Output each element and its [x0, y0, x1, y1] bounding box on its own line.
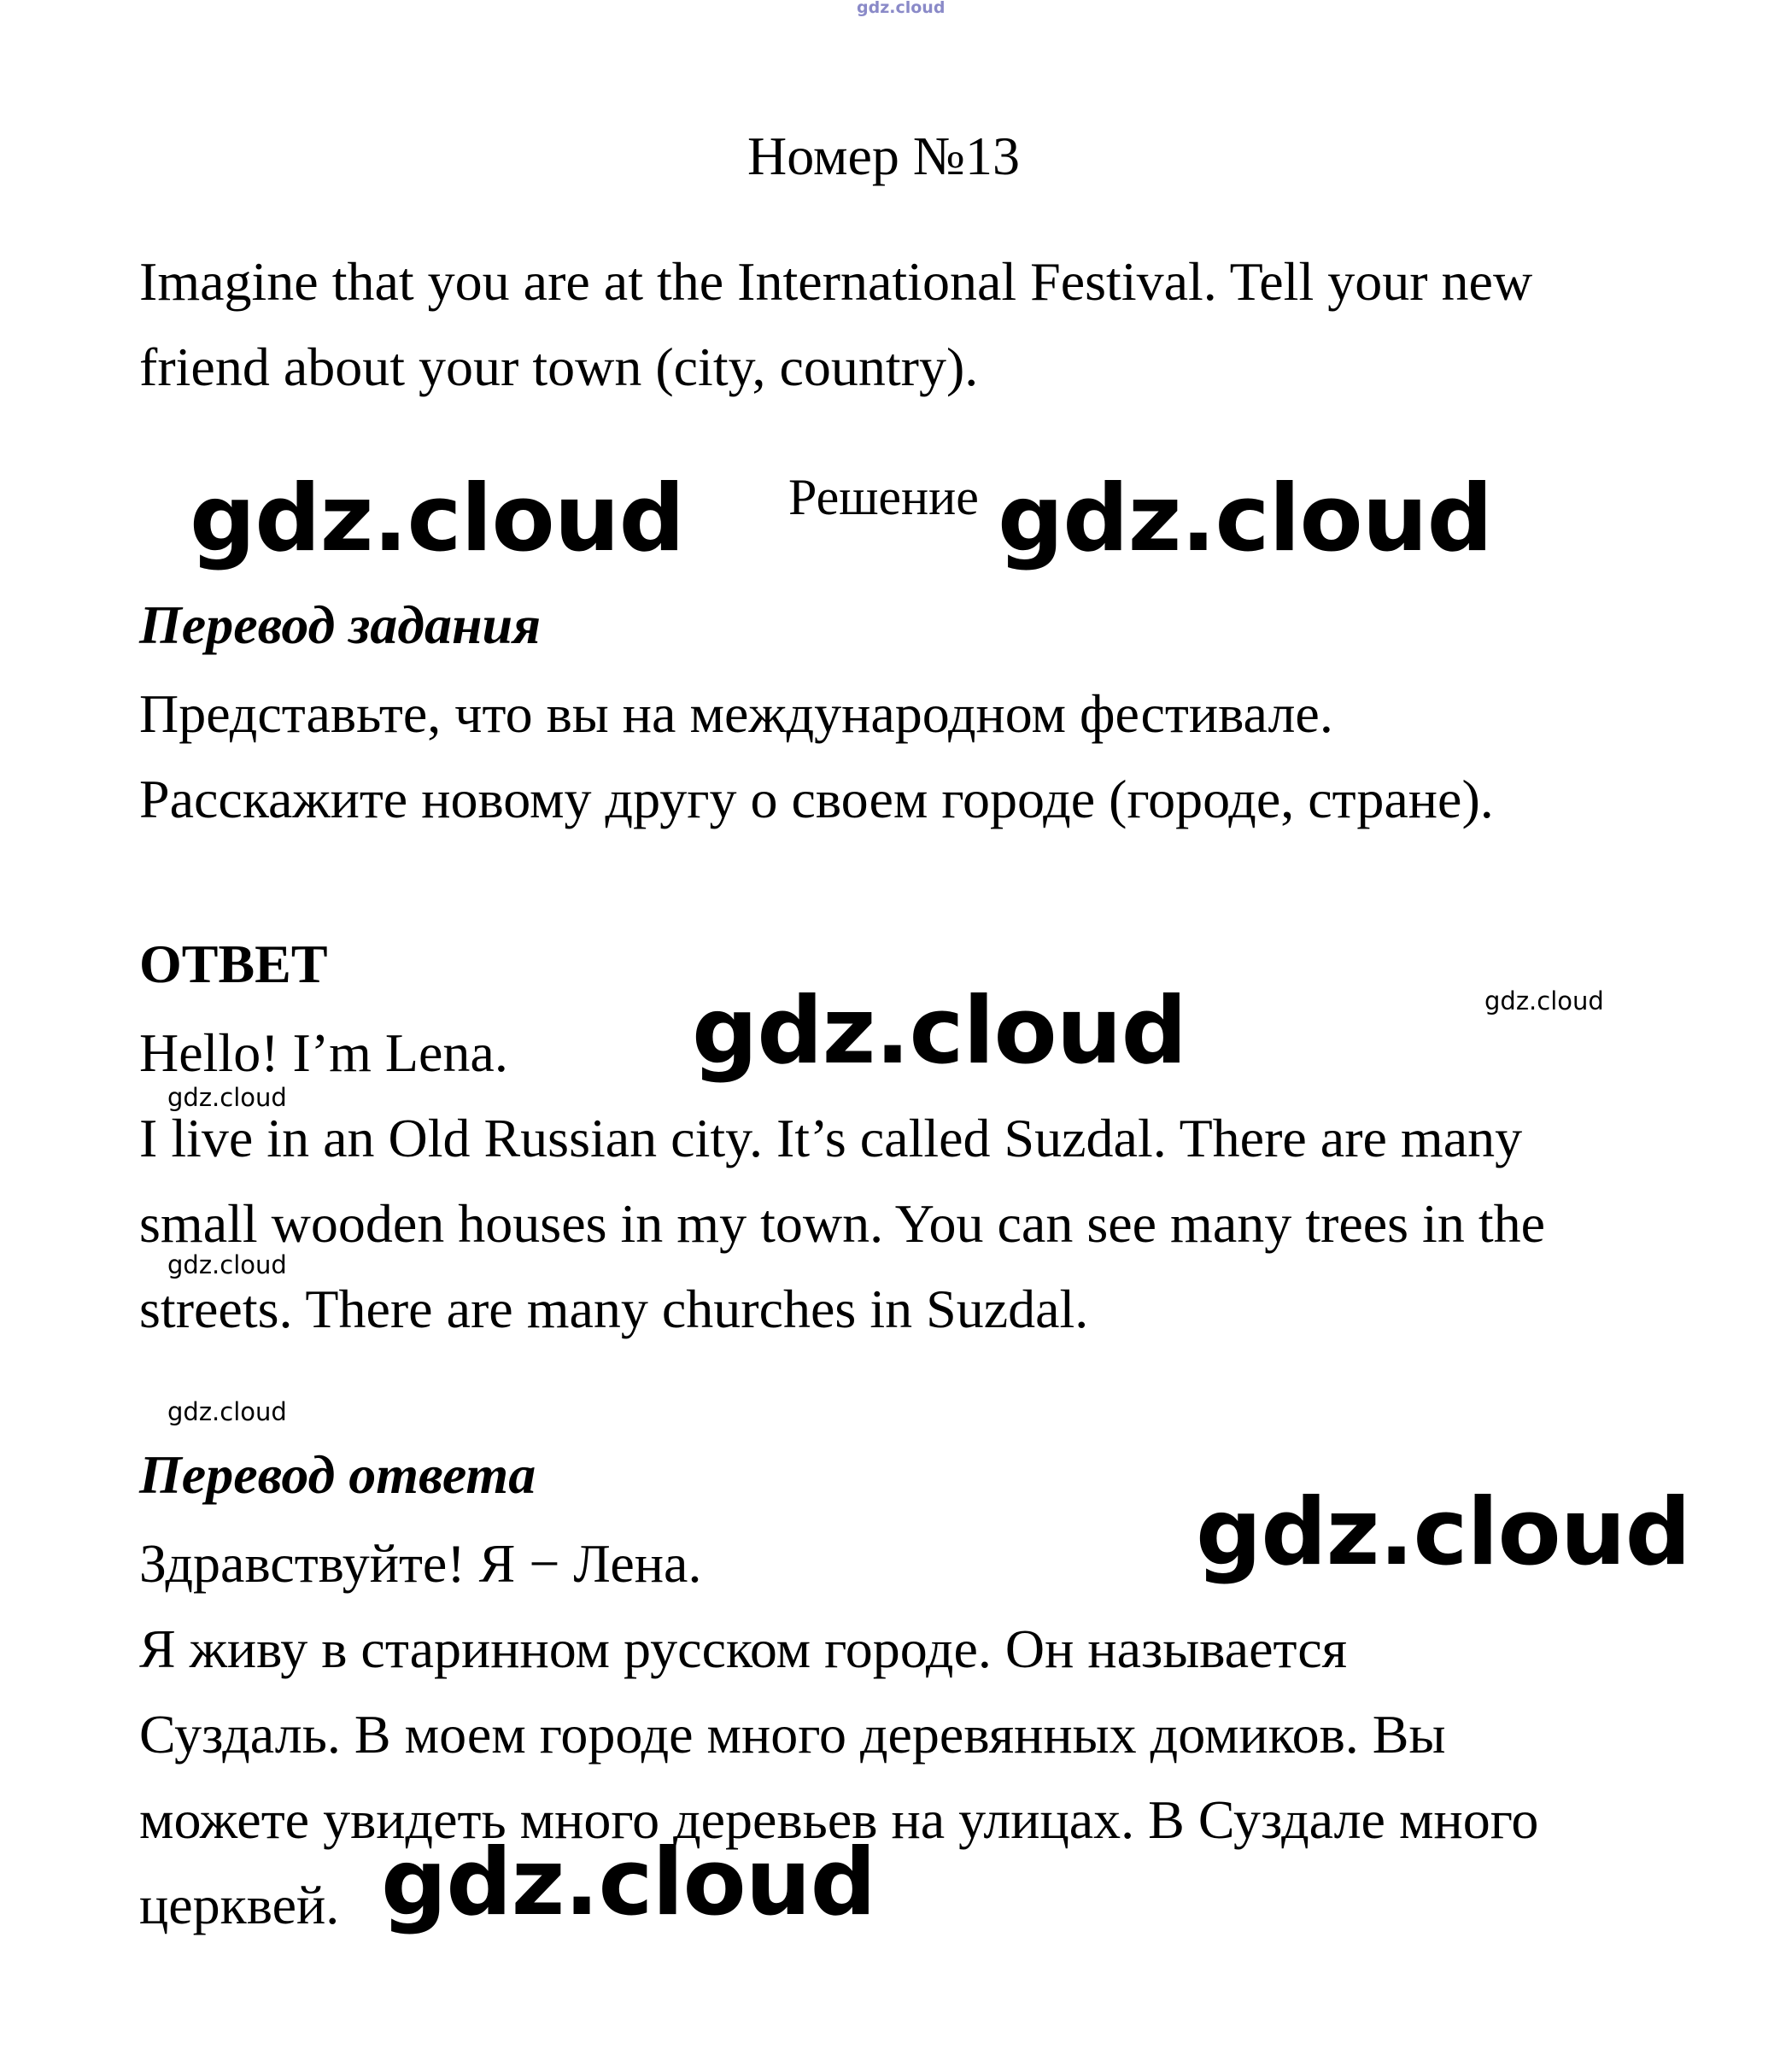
watermark-logo: gdz.cloud [190, 465, 684, 572]
answer-heading: ОТВЕТ [139, 934, 328, 994]
watermark-logo: gdz.cloud [381, 1829, 875, 1936]
watermark-logo: gdz.cloud [1196, 1479, 1690, 1586]
top-watermark: gdz.cloud [857, 0, 946, 17]
watermark-logo: gdz.cloud [998, 465, 1492, 572]
answer-line-1: Hello! I’m Lena. [139, 1022, 508, 1083]
page-title: Номер №13 [747, 126, 1020, 186]
watermark-small: gdz.cloud [1484, 986, 1604, 1016]
answer-line-2: I live in an Old Russian city. It’s called Suzdal. There are many [139, 1108, 1523, 1168]
solution-label: Решение [788, 469, 979, 525]
answer-translation-line-4: можете увидеть много деревьев на улицах. В Суздале много [139, 1789, 1539, 1850]
watermark-small: gdz.cloud [167, 1397, 287, 1426]
answer-line-4: streets. There are many churches in Suzdal. [139, 1279, 1089, 1339]
answer-translation-line-2: Я живу в старинном русском городе. Он называется [139, 1618, 1348, 1679]
answer-line-3: small wooden houses in my town. You can see many trees in the [139, 1193, 1545, 1254]
answer-translation-line-1: Здравствуйте! Я − Лена. [139, 1533, 702, 1594]
task-translation-heading: Перевод задания [139, 594, 542, 655]
task-text-line-1: Imagine that you are at the International Festival. Tell your new [139, 251, 1533, 312]
task-translation-line-1: Представьте, что вы на международном фестивале. [139, 683, 1333, 744]
watermark-small: gdz.cloud [167, 1250, 287, 1279]
watermark-logo: gdz.cloud [692, 978, 1186, 1085]
task-translation-line-2: Расскажите новому другу о своем городе (городе, стране). [139, 769, 1494, 829]
answer-translation-heading: Перевод ответа [139, 1444, 536, 1505]
answer-translation-line-3: Суздаль. В моем городе много деревянных домиков. Вы [139, 1704, 1446, 1765]
watermark-small: gdz.cloud [167, 1083, 287, 1112]
task-text-line-2: friend about your town (city, country). [139, 337, 979, 397]
answer-translation-line-5: церквей. [139, 1875, 340, 1935]
